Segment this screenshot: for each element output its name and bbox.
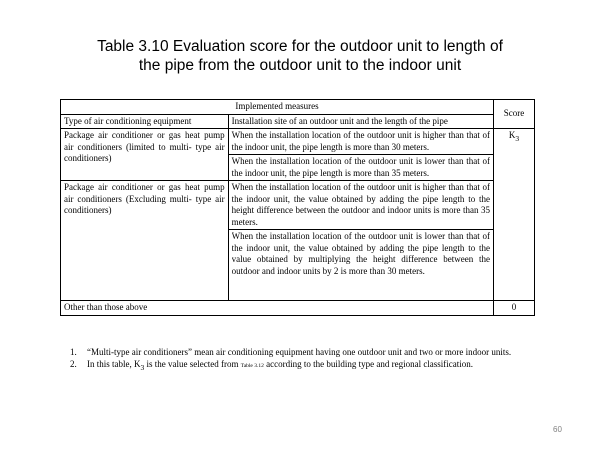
note-2-text-start: In this table, K bbox=[87, 358, 141, 369]
note-2 bbox=[60, 359, 535, 373]
header-installation: Installation site of an outdoor unit and the length of the pipe bbox=[228, 114, 493, 129]
row1-type: Package air conditioner or gas heat pump air conditioners (limited to multi- type air conditioners) bbox=[61, 129, 229, 181]
score-symbol: K bbox=[508, 130, 516, 140]
table-title bbox=[0, 37, 600, 75]
header-implemented-measures: Implemented measures bbox=[61, 100, 494, 115]
score-k3 bbox=[494, 129, 535, 301]
table-row bbox=[61, 181, 535, 230]
other-than-above: Other than those above bbox=[61, 301, 494, 316]
note-2-table-reference: Table 3.12 bbox=[240, 362, 264, 369]
header-row-2 bbox=[61, 114, 535, 129]
table-row bbox=[61, 129, 535, 155]
other-score: 0 bbox=[494, 301, 535, 316]
note-2-number: 2. bbox=[70, 358, 77, 369]
table-notes bbox=[60, 347, 535, 373]
table-row-other bbox=[61, 301, 535, 316]
row2-condition-lower: When the installation location of the outdoor unit is lower than that of the indoor unit, the value obtained by adding the pipe length to the value obtained by multiplying the height difference between the outdoor and indoor units by 2 is more than 30 meters. bbox=[231, 231, 491, 276]
note-2-text-mid: is the value selected from bbox=[144, 358, 241, 369]
note-2-text-end: according to the building type and regional classification. bbox=[263, 358, 474, 369]
header-score: Score bbox=[494, 100, 535, 129]
evaluation-table bbox=[60, 99, 535, 316]
row1-condition-higher: When the installation location of the outdoor unit is higher than that of the indoor unit, the pipe length is more than 30 meters. bbox=[228, 129, 493, 155]
row1-condition-lower: When the installation location of the outdoor unit is lower than that of the indoor unit, the pipe length is more than 35 meters. bbox=[228, 155, 493, 181]
header-type: Type of air conditioning equipment bbox=[61, 114, 229, 129]
row2-condition-lower-cell bbox=[228, 230, 493, 301]
row2-condition-higher: When the installation location of the outdoor unit is higher than that of the indoor unit, the value obtained by adding the pipe length to the height difference between the outdoor and indoor units is more than 35 meters. bbox=[228, 181, 493, 230]
page-number: 60 bbox=[553, 425, 562, 434]
note-1 bbox=[60, 347, 535, 359]
score-subscript: 3 bbox=[515, 133, 520, 143]
note-2-subscript: 3 bbox=[140, 362, 145, 372]
row2-type: Package air conditioner or gas heat pump air conditioners (Excluding multi- type air conditioners) bbox=[61, 181, 229, 301]
title-line-1: Table 3.10 Evaluation score for the outdoor unit to length of bbox=[97, 38, 503, 55]
title-line-2: the pipe from the outdoor unit to the indoor unit bbox=[138, 57, 462, 74]
note-1-number: 1. bbox=[70, 347, 77, 357]
note-1-text: “Multi-type air conditioners” mean air conditioning equipment having one outdoor unit and two or more indoor units. bbox=[87, 347, 512, 357]
header-row-1 bbox=[61, 100, 535, 115]
